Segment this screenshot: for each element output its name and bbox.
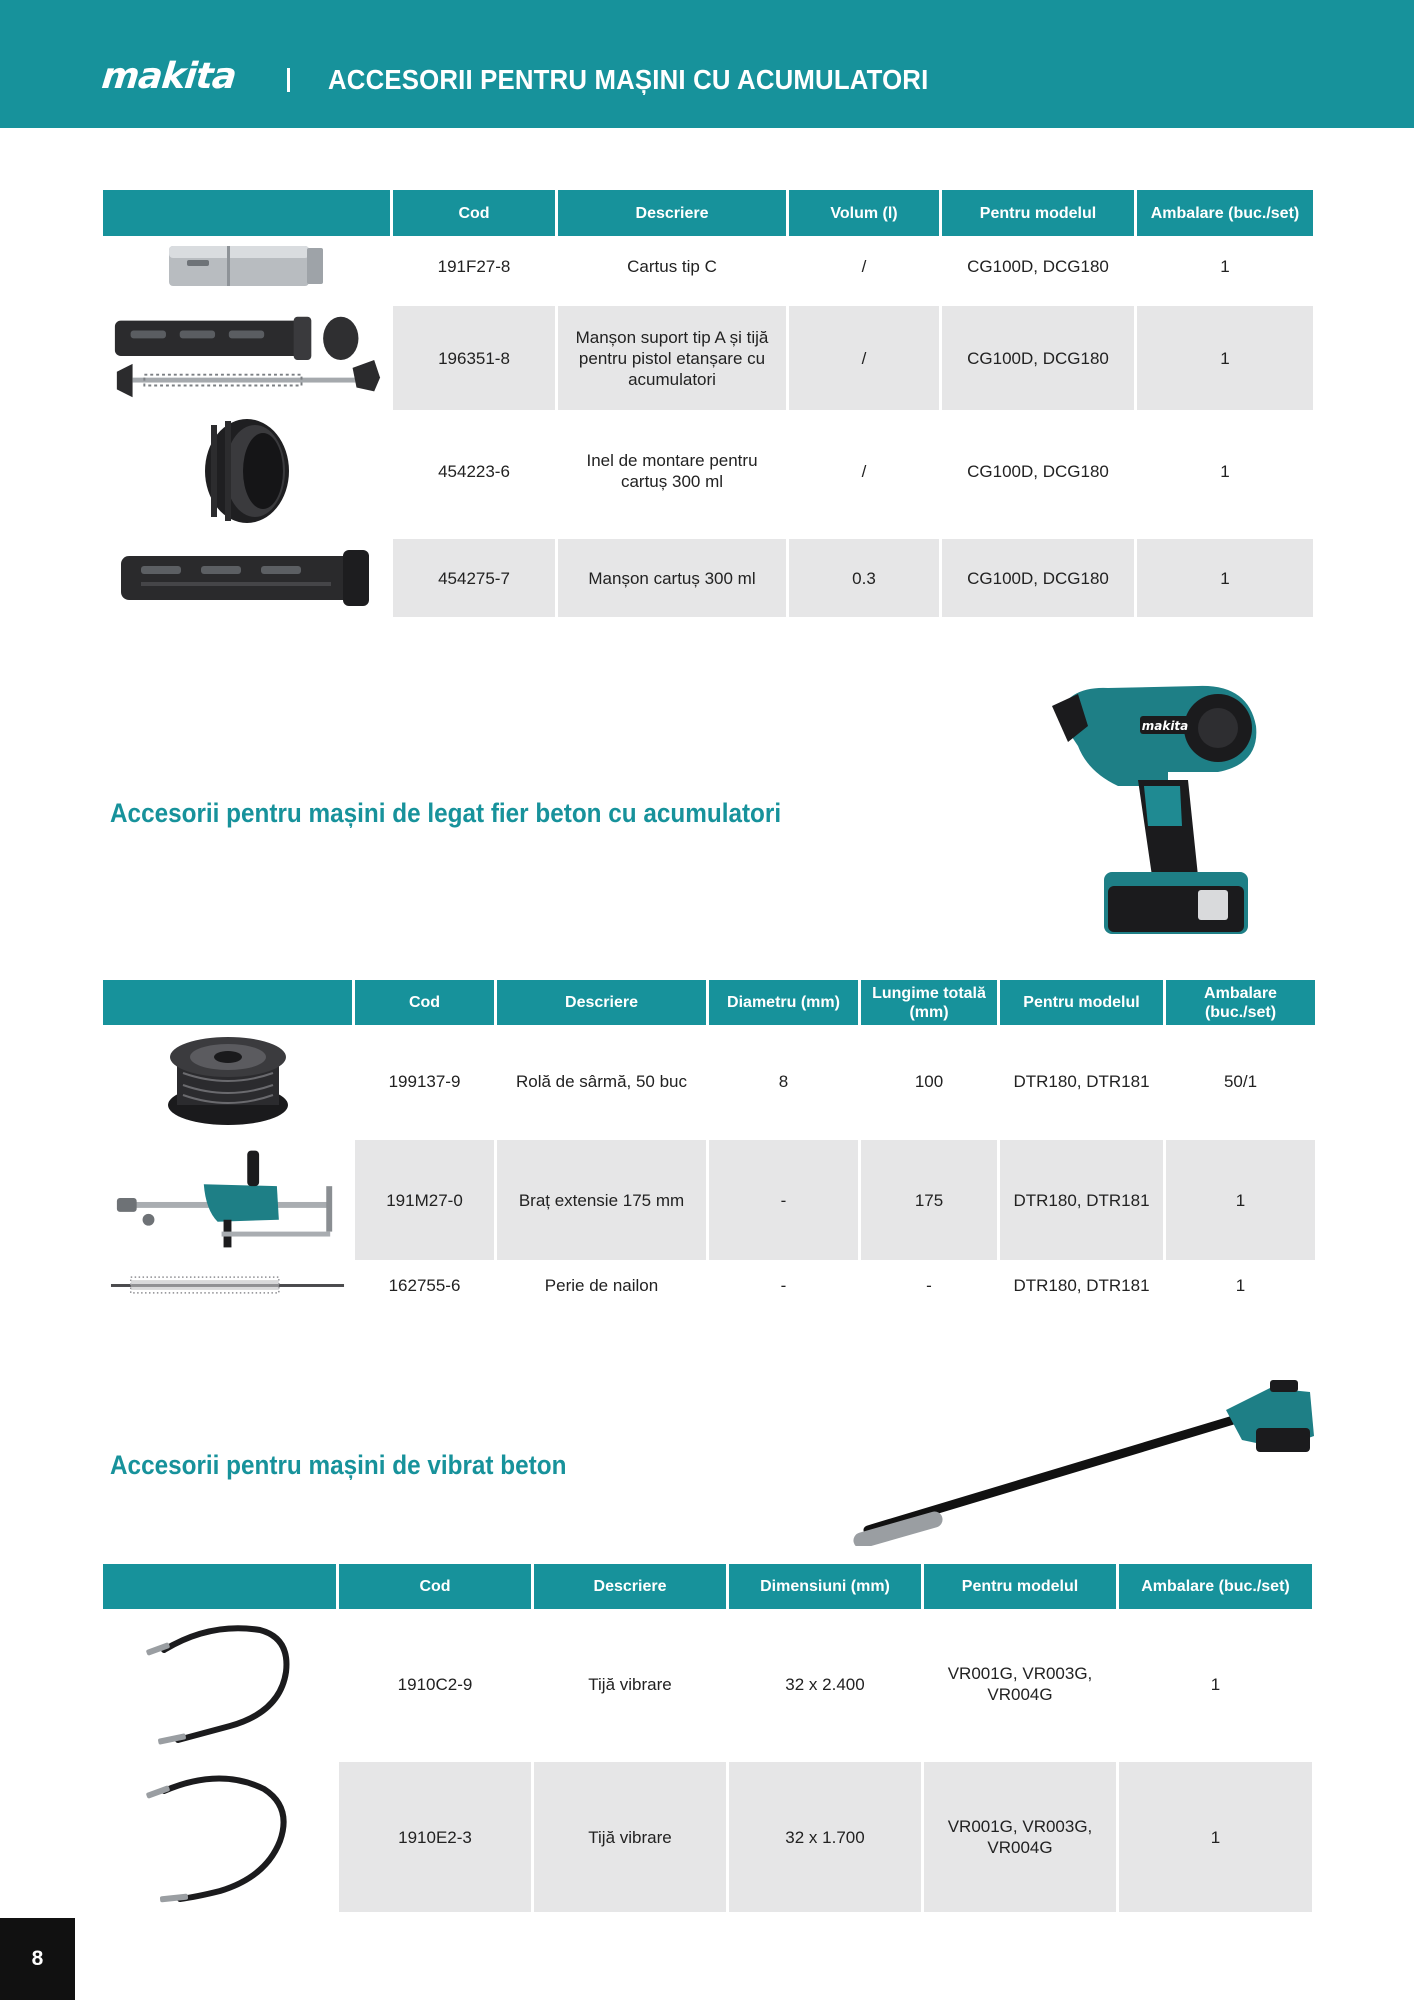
- rebar-tying-tool-image: [1048, 676, 1268, 940]
- descriere-cell: Cartus tip C: [627, 256, 717, 276]
- cod-cell: 1910E2-3: [339, 1762, 531, 1912]
- page-title: ACCESORII PENTRU MAȘINI CU ACUMULATORI: [328, 64, 929, 95]
- model-cell: DTR180, DTR181: [1013, 1275, 1150, 1295]
- ambalare-cell: 1: [1220, 256, 1230, 276]
- cod-cell: 191F27-8: [437, 256, 511, 276]
- model-cell: CG100D, DCG180: [942, 306, 1134, 410]
- ambalare-cell: 1: [1220, 461, 1230, 481]
- vibrator-shaft-icon: [103, 1614, 336, 1754]
- column-header-model: Pentru modelul: [924, 1564, 1116, 1609]
- column-header-model: Pentru modelul: [1000, 980, 1163, 1025]
- ambalare-cell: 50/1: [1223, 1071, 1258, 1091]
- table-header-row: [103, 1564, 1312, 1609]
- ambalare-cell: 1: [1137, 306, 1313, 410]
- column-header-dimensiuni: Dimensiuni (mm): [729, 1564, 921, 1609]
- column-header-ambalare: Ambalare (buc./set): [1166, 980, 1315, 1025]
- ambalare-cell: 1: [1137, 539, 1313, 617]
- cartridge-icon: [103, 240, 390, 292]
- column-header-ambalare: Ambalare (buc./set): [1137, 190, 1313, 236]
- column-header-descriere: Descriere: [497, 980, 706, 1025]
- table-header-row: [103, 980, 1315, 1025]
- diametru-cell: -: [709, 1140, 858, 1260]
- model-cell: DTR180, DTR181: [1000, 1140, 1163, 1260]
- header-image-column: [103, 980, 352, 1025]
- diametru-cell: -: [780, 1275, 787, 1295]
- table-row: [103, 1260, 1315, 1310]
- descriere-cell: Rolă de sârmă, 50 buc: [515, 1071, 688, 1091]
- table-row: [103, 306, 1313, 410]
- volum-cell: /: [861, 461, 867, 481]
- page-header: [0, 0, 1414, 128]
- lungime-cell: -: [926, 1275, 932, 1295]
- column-header-descriere: Descriere: [558, 190, 786, 236]
- page-number: 8: [0, 1918, 75, 2000]
- table-row: [103, 1032, 1315, 1130]
- wire-reel-icon: [103, 1032, 352, 1130]
- holder-sleeve-icon: [103, 306, 390, 410]
- model-cell: VR001G, VR003G, VR004G: [947, 1664, 1093, 1704]
- cartridge-sleeve-icon: [103, 539, 390, 617]
- header-image-column: [103, 1564, 336, 1609]
- volum-cell: /: [789, 306, 939, 410]
- column-header-volum: Volum (l): [789, 190, 939, 236]
- column-header-diametru: Diametru (mm): [709, 980, 858, 1025]
- cod-cell: 191M27-0: [355, 1140, 494, 1260]
- vibrator-section-title: Accesorii pentru mașini de vibrat beton: [110, 1450, 567, 1480]
- volum-cell: 0.3: [789, 539, 939, 617]
- svg-text:makita: makita: [1141, 719, 1189, 733]
- volum-cell: /: [861, 256, 867, 276]
- table-row: [103, 1614, 1312, 1754]
- table-row: [103, 539, 1313, 617]
- column-header-cod: Cod: [339, 1564, 531, 1609]
- diametru-cell: 8: [778, 1071, 789, 1091]
- dimensiuni-cell: 32 x 1.700: [729, 1762, 921, 1912]
- vibrator-shaft-icon: [103, 1762, 336, 1912]
- model-cell: CG100D, DCG180: [967, 461, 1109, 481]
- column-header-cod: Cod: [355, 980, 494, 1025]
- makita-logo: makita: [99, 56, 238, 97]
- model-cell: CG100D, DCG180: [967, 256, 1109, 276]
- cod-cell: 1910C2-9: [397, 1674, 473, 1694]
- extension-arm-icon: [103, 1140, 352, 1260]
- header-separator: [287, 68, 290, 92]
- dimensiuni-cell: 32 x 2.400: [785, 1674, 865, 1694]
- concrete-vibrator-image: [850, 1374, 1320, 1546]
- cod-cell: 196351-8: [393, 306, 555, 410]
- model-cell: CG100D, DCG180: [942, 539, 1134, 617]
- lungime-cell: 100: [914, 1071, 944, 1091]
- model-cell: VR001G, VR003G, VR004G: [924, 1762, 1116, 1912]
- descriere-cell: Manșon cartuș 300 ml: [558, 539, 786, 617]
- nylon-brush-icon: [103, 1260, 352, 1310]
- table-row: [103, 240, 1313, 292]
- descriere-cell: Inel de montare pentru cartuș 300 ml: [586, 451, 758, 491]
- cod-cell: 454223-6: [438, 461, 510, 481]
- table-row: [103, 416, 1313, 526]
- column-header-ambalare: Ambalare (buc./set): [1119, 1564, 1312, 1609]
- cod-cell: 199137-9: [388, 1071, 461, 1091]
- table-header-row: [103, 190, 1313, 236]
- cod-cell: 162755-6: [388, 1275, 461, 1295]
- ambalare-cell: 1: [1119, 1762, 1312, 1912]
- ambalare-cell: 1: [1235, 1275, 1246, 1295]
- table-row: [103, 1762, 1312, 1912]
- descriere-cell: Perie de nailon: [544, 1275, 659, 1295]
- table-row: [103, 1140, 1315, 1260]
- descriere-cell: Braț extensie 175 mm: [497, 1140, 706, 1260]
- model-cell: DTR180, DTR181: [1013, 1071, 1150, 1091]
- mounting-ring-icon: [103, 416, 390, 526]
- ambalare-cell: 1: [1210, 1674, 1221, 1694]
- descriere-cell: Manșon suport tip A și tijă pentru pistol etanșare cu acumulatori: [558, 306, 786, 410]
- column-header-cod: Cod: [393, 190, 555, 236]
- column-header-descriere: Descriere: [534, 1564, 726, 1609]
- cod-cell: 454275-7: [393, 539, 555, 617]
- descriere-cell: Tijă vibrare: [534, 1762, 726, 1912]
- ambalare-cell: 1: [1166, 1140, 1315, 1260]
- column-header-lungime: Lungime totală (mm): [861, 980, 997, 1025]
- lungime-cell: 175: [861, 1140, 997, 1260]
- descriere-cell: Tijă vibrare: [588, 1674, 672, 1694]
- header-image-column: [103, 190, 390, 236]
- rebar-tier-section-title: Accesorii pentru mașini de legat fier beton cu acumulatori: [110, 798, 782, 828]
- column-header-model: Pentru modelul: [942, 190, 1134, 236]
